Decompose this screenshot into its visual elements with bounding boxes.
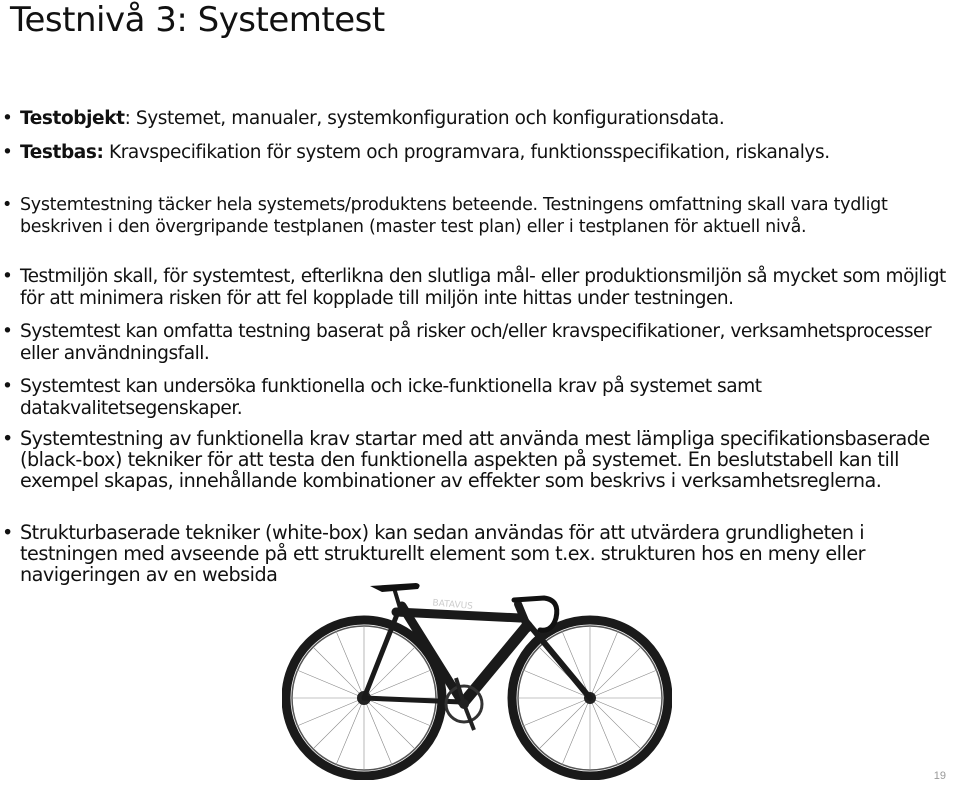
bullet-text: Testmiljön skall, för systemtest, efterlikna den slutliga mål- eller produktionsmiljön så mycket som möjligt för att minimera risken för att fel kopplade till miljön inte hittas under testningen. [20, 266, 946, 309]
bullet-text: Kravspecifikation för system och programvara, funktionsspecifikation, riskanalys. [103, 142, 830, 163]
bullet-text: Systemtestning av funktionella krav startar med att använda mest lämpliga specifikationsbaserade (black-box) tekniker för att testa den funktionella aspekten på systemet. En beslutstabell kan till exempel skapas, innehållande kombinationer av effekter som beskrivs i verksamhetsreglerna. [20, 427, 930, 492]
bullet-text: Strukturbaserade tekniker (white-box) kan sedan användas för att utvärdera grundligheten i testningen med avseende på ett strukturellt element som t.ex. strukturen hos en meny eller navigeringen av en websida [20, 521, 866, 586]
bullet-risker [20, 321, 956, 365]
page-number: 19 [933, 770, 946, 782]
bullet-text: Systemtest kan undersöka funktionella och icke-funktionella krav på systemet samt datakvalitetsegenskaper. [20, 376, 762, 419]
bullet-text: Systemtestning täcker hela systemets/produktens beteende. Testningens omfattning skall vara tydligt beskriven i den övergripande testplanen (master test plan) eller i testplanen för aktuell nivå. [20, 195, 888, 237]
bullet-white-box [20, 522, 956, 585]
saddle [370, 583, 420, 592]
bullet-testobjekt [20, 108, 956, 130]
bullet-funktionella [20, 376, 956, 420]
slide-title: Testnivå 3: Systemtest [10, 0, 385, 40]
bullet-testbas [20, 142, 956, 164]
bullet-systemtestning-omfattning [20, 194, 956, 238]
bullet-text: Systemtest kan omfatta testning baserat på risker och/eller kravspecifikationer, verksamhetsprocesser eller användningsfall. [20, 321, 932, 364]
bullet-label: Testbas: [20, 142, 104, 163]
bullet-testmiljo [20, 266, 956, 310]
bullet-text: : Systemet, manualer, systemkonfiguration och konfigurationsdata. [124, 108, 725, 129]
bullet-label: Testobjekt [20, 108, 125, 129]
frame-brand-text: BATAVUS [432, 598, 474, 612]
road-bicycle-icon [282, 580, 672, 780]
bullet-black-box [20, 428, 956, 491]
